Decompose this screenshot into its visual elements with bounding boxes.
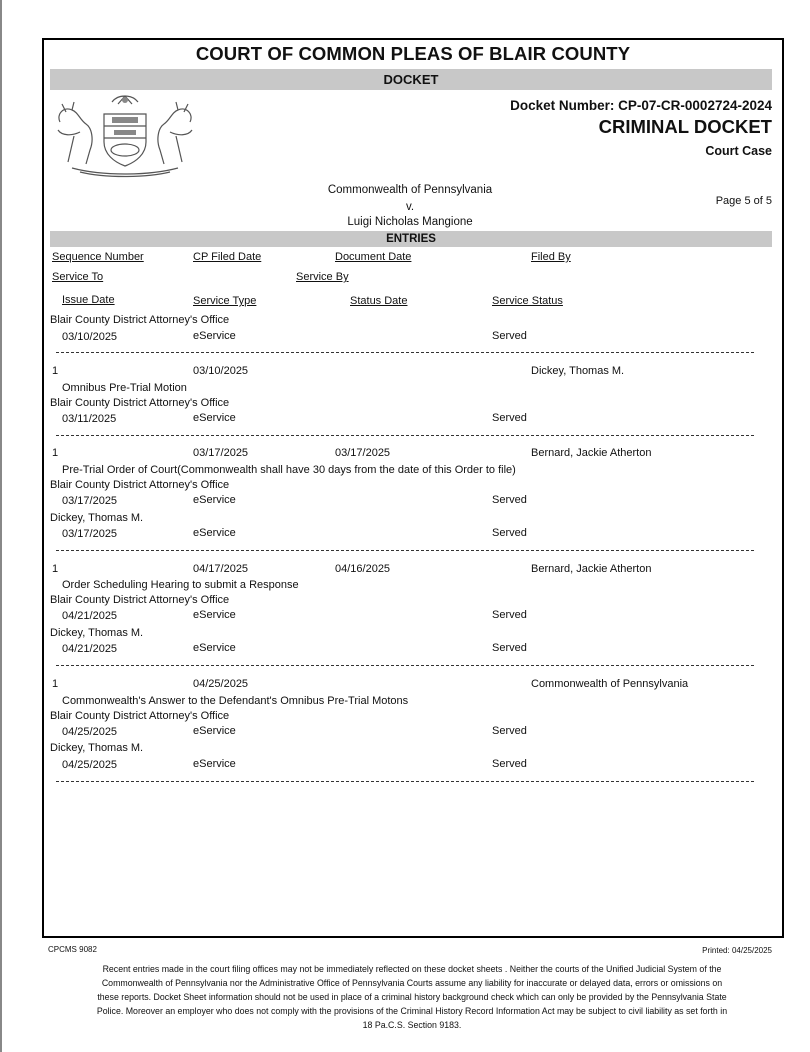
header-service-type: Service Type	[193, 295, 257, 307]
service-to: Dickey, Thomas M.	[50, 627, 144, 639]
page-edge	[0, 0, 2, 1052]
disclaimer: Recent entries made in the court filing offices may not be immediately reflected on these docket sheets . Neither the courts of the Unified Judicial System of the Commonwealth of Pennsylvania nor the Administrative Office of Pennsylvania Courts assume any liability for inaccurate or delayed data, errors or omissions on these reports. Docket Sheet information should not be used in place of a criminal history background check which can only be provided by the Pennsylvania State Police. Moreover an employer who does not comply with the provisions of the Criminal History Record Information Act may be subject to civil liability as set forth in 18 Pa.C.S. Section 9183.	[96, 964, 728, 1030]
header-service-to: Service To	[52, 271, 104, 283]
service-status: Served	[492, 494, 527, 506]
header-issue-date: Issue Date	[62, 294, 115, 306]
entry-separator	[56, 550, 754, 551]
entry-description: Pre-Trial Order of Court(Commonwealth shall have 30 days from the date of this Order to file)	[62, 464, 516, 476]
service-type: eService	[193, 609, 236, 621]
service-type: eService	[193, 758, 236, 770]
service-issue-date: 03/11/2025	[62, 413, 117, 425]
service-type: eService	[193, 527, 236, 539]
service-issue-date: 03/17/2025	[62, 495, 118, 507]
service-issue-date: 04/25/2025	[62, 759, 118, 771]
service-type: eService	[193, 642, 236, 654]
service-issue-date: 03/17/2025	[62, 528, 118, 540]
service-status: Served	[492, 330, 527, 342]
service-status: Served	[492, 527, 527, 539]
header-sequence-number: Sequence Number	[52, 251, 144, 263]
printed-date: Printed: 04/25/2025	[702, 946, 772, 955]
entry-cp-filed-date: 04/17/2025	[193, 563, 249, 575]
service-issue-date: 03/10/2025	[62, 331, 118, 343]
caption-versus: v.	[405, 201, 415, 213]
header-cp-filed-date: CP Filed Date	[193, 251, 262, 263]
caption-defendant: Luigi Nicholas Mangione	[347, 216, 473, 228]
service-status: Served	[492, 642, 527, 654]
entry-filed-by: Bernard, Jackie Atherton	[531, 563, 652, 575]
entries-band: ENTRIES	[50, 231, 772, 247]
service-to: Blair County District Attorney's Office	[50, 594, 230, 606]
service-to: Blair County District Attorney's Office	[50, 479, 230, 491]
service-to: Dickey, Thomas M.	[50, 512, 144, 524]
page-number: Page 5 of 5	[715, 195, 772, 207]
entry-sequence: 1	[52, 678, 59, 690]
entry-description: Order Scheduling Hearing to submit a Response	[62, 579, 299, 591]
service-status: Served	[492, 758, 527, 770]
entry-description: Omnibus Pre-Trial Motion	[62, 382, 187, 394]
service-type: eService	[193, 725, 236, 737]
entry-sequence: 1	[52, 563, 59, 575]
entry-separator	[56, 781, 754, 782]
entry-filed-by: Dickey, Thomas M.	[531, 365, 625, 377]
service-status: Served	[492, 609, 527, 621]
service-to: Dickey, Thomas M.	[50, 742, 144, 754]
service-issue-date: 04/21/2025	[62, 610, 118, 622]
service-to: Blair County District Attorney's Office	[50, 397, 230, 409]
pennsylvania-coat-of-arms-icon	[52, 92, 198, 178]
header-status-date: Status Date	[350, 295, 408, 307]
entry-document-date: 03/17/2025	[335, 447, 391, 459]
service-to: Blair County District Attorney's Office	[50, 710, 230, 722]
court-title: COURT OF COMMON PLEAS OF BLAIR COUNTY	[195, 43, 631, 64]
entry-separator	[56, 435, 754, 436]
entry-filed-by: Bernard, Jackie Atherton	[531, 447, 652, 459]
entry-separator	[56, 665, 754, 666]
entry-cp-filed-date: 03/17/2025	[193, 447, 249, 459]
entry-description: Commonwealth's Answer to the Defendant's Omnibus Pre-Trial Motons	[62, 695, 409, 707]
service-issue-date: 04/21/2025	[62, 643, 118, 655]
entry-cp-filed-date: 04/25/2025	[193, 678, 249, 690]
caption-plaintiff: Commonwealth of Pennsylvania	[327, 184, 493, 196]
service-type: eService	[193, 412, 236, 424]
docket-subtype: Court Case	[705, 144, 772, 158]
entry-sequence: 1	[52, 447, 59, 459]
form-id: CPCMS 9082	[48, 945, 97, 954]
entry-filed-by: Commonwealth of Pennsylvania	[531, 678, 689, 690]
header-service-by: Service By	[296, 271, 349, 283]
entry-document-date: 04/16/2025	[335, 563, 391, 575]
entry-sequence: 1	[52, 365, 59, 377]
docket-band: DOCKET	[50, 69, 772, 90]
service-issue-date: 04/25/2025	[62, 726, 118, 738]
docket-number: Docket Number: CP-07-CR-0002724-2024	[510, 98, 772, 113]
service-status: Served	[492, 725, 527, 737]
service-type: eService	[193, 494, 236, 506]
entry-separator	[56, 352, 754, 353]
header-document-date: Document Date	[335, 251, 412, 263]
docket-type: CRIMINAL DOCKET	[598, 116, 772, 137]
service-status: Served	[492, 412, 527, 424]
service-to: Blair County District Attorney's Office	[50, 314, 230, 326]
entry-cp-filed-date: 03/10/2025	[193, 365, 249, 377]
header-filed-by: Filed By	[531, 251, 571, 263]
service-type: eService	[193, 330, 236, 342]
header-service-status: Service Status	[492, 295, 563, 307]
